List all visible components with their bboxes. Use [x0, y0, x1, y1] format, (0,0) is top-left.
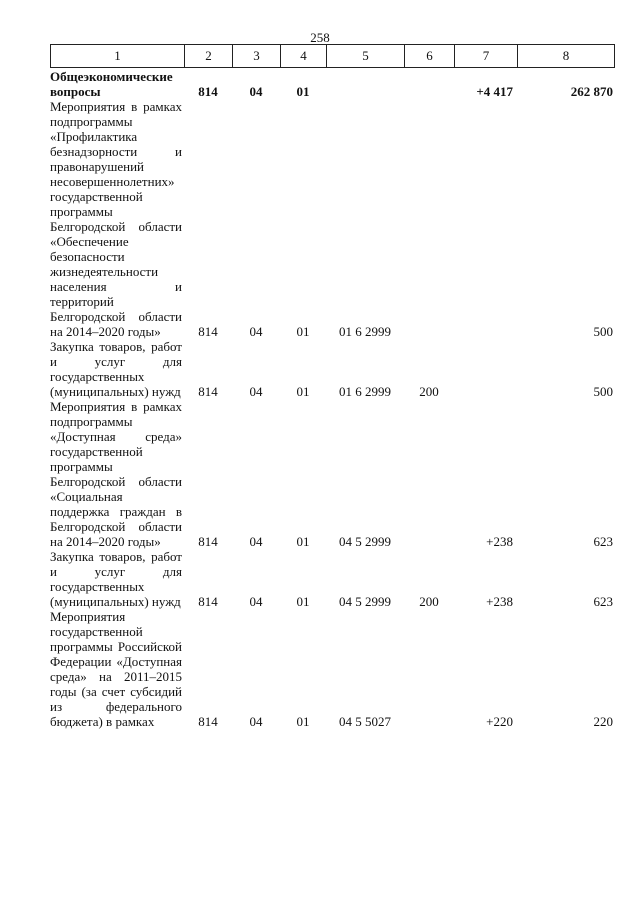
- cell-section: 04: [249, 714, 263, 729]
- table-body: [50, 69, 615, 729]
- cell-subsection: 01: [296, 714, 310, 729]
- row-description: Общеэкономические вопросы: [50, 69, 173, 99]
- column-header-1: 1: [50, 45, 184, 67]
- cell-amount: 623: [593, 534, 613, 549]
- cell-change: +4 417: [476, 84, 513, 99]
- cell-change: +238: [486, 534, 513, 549]
- column-header-6: 6: [404, 45, 454, 67]
- cell-target-article: 04 5 2999: [339, 534, 391, 549]
- cell-ministry: 814: [198, 324, 218, 339]
- cell-subsection: 01: [296, 84, 310, 99]
- table-row: [50, 399, 615, 549]
- row-description: Закупка товаров, работ и услуг для государственных (муниципальных) нужд: [50, 549, 182, 609]
- row-description: Мероприятия в рамках подпрограммы «Профилактика безнадзорности и правонарушений несовершеннолетних» государственной программы Белгородской области «Обеспечение безопасности жизнедеятельности населения и территорий Белгородской области на 2014–2020 годы»: [50, 99, 182, 339]
- cell-change: +220: [486, 714, 513, 729]
- cell-target-article: 04 5 5027: [339, 714, 391, 729]
- cell-section: 04: [249, 324, 263, 339]
- column-header-2: 2: [184, 45, 232, 67]
- cell-target-article: 01 6 2999: [339, 384, 391, 399]
- cell-ministry: 814: [198, 714, 218, 729]
- row-description: Мероприятия в рамках подпрограммы «Доступная среда» государственной программы Белгородской области «Социальная поддержка граждан в Белгородской области на 2014–2020 годы»: [50, 399, 182, 549]
- table-row: [50, 609, 615, 729]
- cell-expense-type: 200: [419, 384, 439, 399]
- table-row: [50, 549, 615, 609]
- column-header-5: 5: [326, 45, 404, 67]
- row-description: Мероприятия государственной программы Российской Федерации «Доступная среда» на 2011–2015 годы (за счет субсидий из федерального бюджета) в рамках: [50, 609, 182, 729]
- cell-subsection: 01: [296, 324, 310, 339]
- column-header-3: 3: [232, 45, 280, 67]
- cell-subsection: 01: [296, 594, 310, 609]
- row-description: Закупка товаров, работ и услуг для государственных (муниципальных) нужд: [50, 339, 182, 399]
- cell-amount: 623: [593, 594, 613, 609]
- table-row: [50, 339, 615, 399]
- cell-ministry: 814: [198, 384, 218, 399]
- cell-section: 04: [249, 534, 263, 549]
- page-number: 258: [310, 30, 330, 45]
- cell-section: 04: [249, 84, 263, 99]
- cell-ministry: 814: [198, 84, 218, 99]
- cell-subsection: 01: [296, 534, 310, 549]
- cell-ministry: 814: [198, 534, 218, 549]
- cell-amount: 500: [593, 324, 613, 339]
- column-header-8: 8: [517, 45, 615, 67]
- cell-expense-type: 200: [419, 594, 439, 609]
- cell-amount: 220: [593, 714, 613, 729]
- cell-amount: 262 870: [570, 84, 613, 99]
- column-header-4: 4: [280, 45, 326, 67]
- table-row: [50, 99, 615, 339]
- table-row: [50, 69, 615, 99]
- cell-target-article: 04 5 2999: [339, 594, 391, 609]
- cell-section: 04: [249, 384, 263, 399]
- cell-ministry: 814: [198, 594, 218, 609]
- table-header: [50, 44, 615, 68]
- cell-section: 04: [249, 594, 263, 609]
- cell-target-article: 01 6 2999: [339, 324, 391, 339]
- cell-subsection: 01: [296, 384, 310, 399]
- cell-amount: 500: [593, 384, 613, 399]
- cell-change: +238: [486, 594, 513, 609]
- column-header-7: 7: [454, 45, 517, 67]
